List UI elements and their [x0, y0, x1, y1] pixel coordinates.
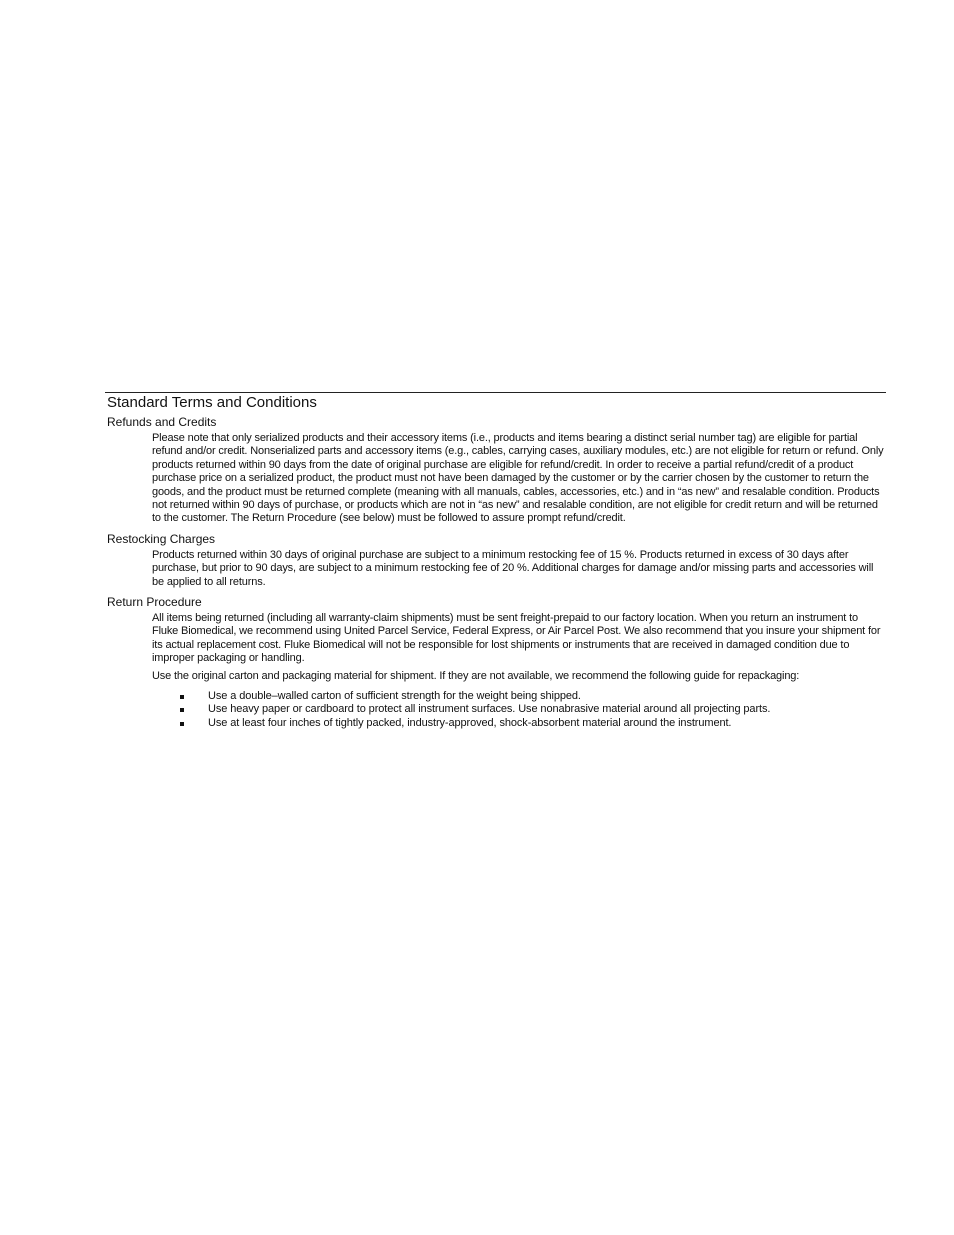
list-item	[152, 717, 885, 730]
section-refunds-and-credits	[107, 415, 886, 526]
title-rule	[105, 392, 886, 393]
list-item-text: Use at least four inches of tightly packed, industry-approved, shock-absorbent material around the instrument.	[208, 716, 732, 729]
repackaging-guide-list	[152, 690, 885, 730]
restocking-paragraph: Products returned within 30 days of original purchase are subject to a minimum restocking fee of 15 %. Products returned in excess of 30 days after purchase, but prior to 90 days, are subject to a minimum restocking fee of 20 %. Additional charges for damage and/or missing parts and accessories will be applied to all returns.	[152, 548, 874, 588]
terms-content	[107, 394, 886, 736]
square-bullet-icon	[180, 722, 184, 726]
list-item	[152, 703, 885, 716]
section-return-procedure	[107, 595, 886, 730]
list-item-text: Use heavy paper or cardboard to protect all instrument surfaces. Use nonabrasive material around all projecting parts.	[208, 703, 771, 716]
section-heading-restocking: Restocking Charges	[107, 531, 216, 546]
section-heading-return: Return Procedure	[107, 595, 202, 610]
square-bullet-icon	[180, 708, 184, 712]
return-procedure-paragraph: All items being returned (including all warranty-claim shipments) must be sent freight-prepaid to our factory location. When you return an instrument to Fluke Biomedical, we recommend using United Parcel Service, Federal Express, or Air Parcel Post. We also recommend that you insure your shipment for its actual replacement cost. Fluke Biomedical will not be responsible for lost shipments or instruments that are received in damaged condition due to improper packaging or handling.	[152, 612, 881, 665]
section-heading-refunds: Refunds and Credits	[107, 415, 217, 429]
square-bullet-icon	[180, 695, 184, 699]
page-title: Standard Terms and Conditions	[107, 394, 317, 411]
list-item-text: Use a double–walled carton of sufficient strength for the weight being shipped.	[208, 690, 581, 703]
section-restocking-charges	[107, 532, 886, 589]
refunds-paragraph: Please note that only serialized products and their accessory items (i.e., products and items bearing a distinct serial number tag) are eligible for partial refund and/or credit. Nonserialized parts and accessory items (e.g., cables, carrying cases, auxiliary modules, etc.) are not eligible for return or refund. Only products returned within 90 days from the date of original purchase are eligible for refund/credit. In order to receive a partial refund/credit of a product purchase price on a serialized product, the product must not have been damaged by the customer or by the carrier chosen by the customer to return the goods, and the product must be returned complete (meaning with all manuals, cables, accessories, etc.) and in “as new” and resalable condition. Products not returned within 90 days of purchase, or products which are not in “as new” and resalable condition, are not eligible for credit return and will be returned to the customer. The Return Procedure (see below) must be followed to assure prompt refund/credit.	[152, 432, 884, 525]
repackaging-intro-paragraph: Use the original carton and packaging material for shipment. If they are not available, we recommend the following guide for repackaging:	[152, 669, 800, 682]
list-item	[152, 690, 885, 703]
